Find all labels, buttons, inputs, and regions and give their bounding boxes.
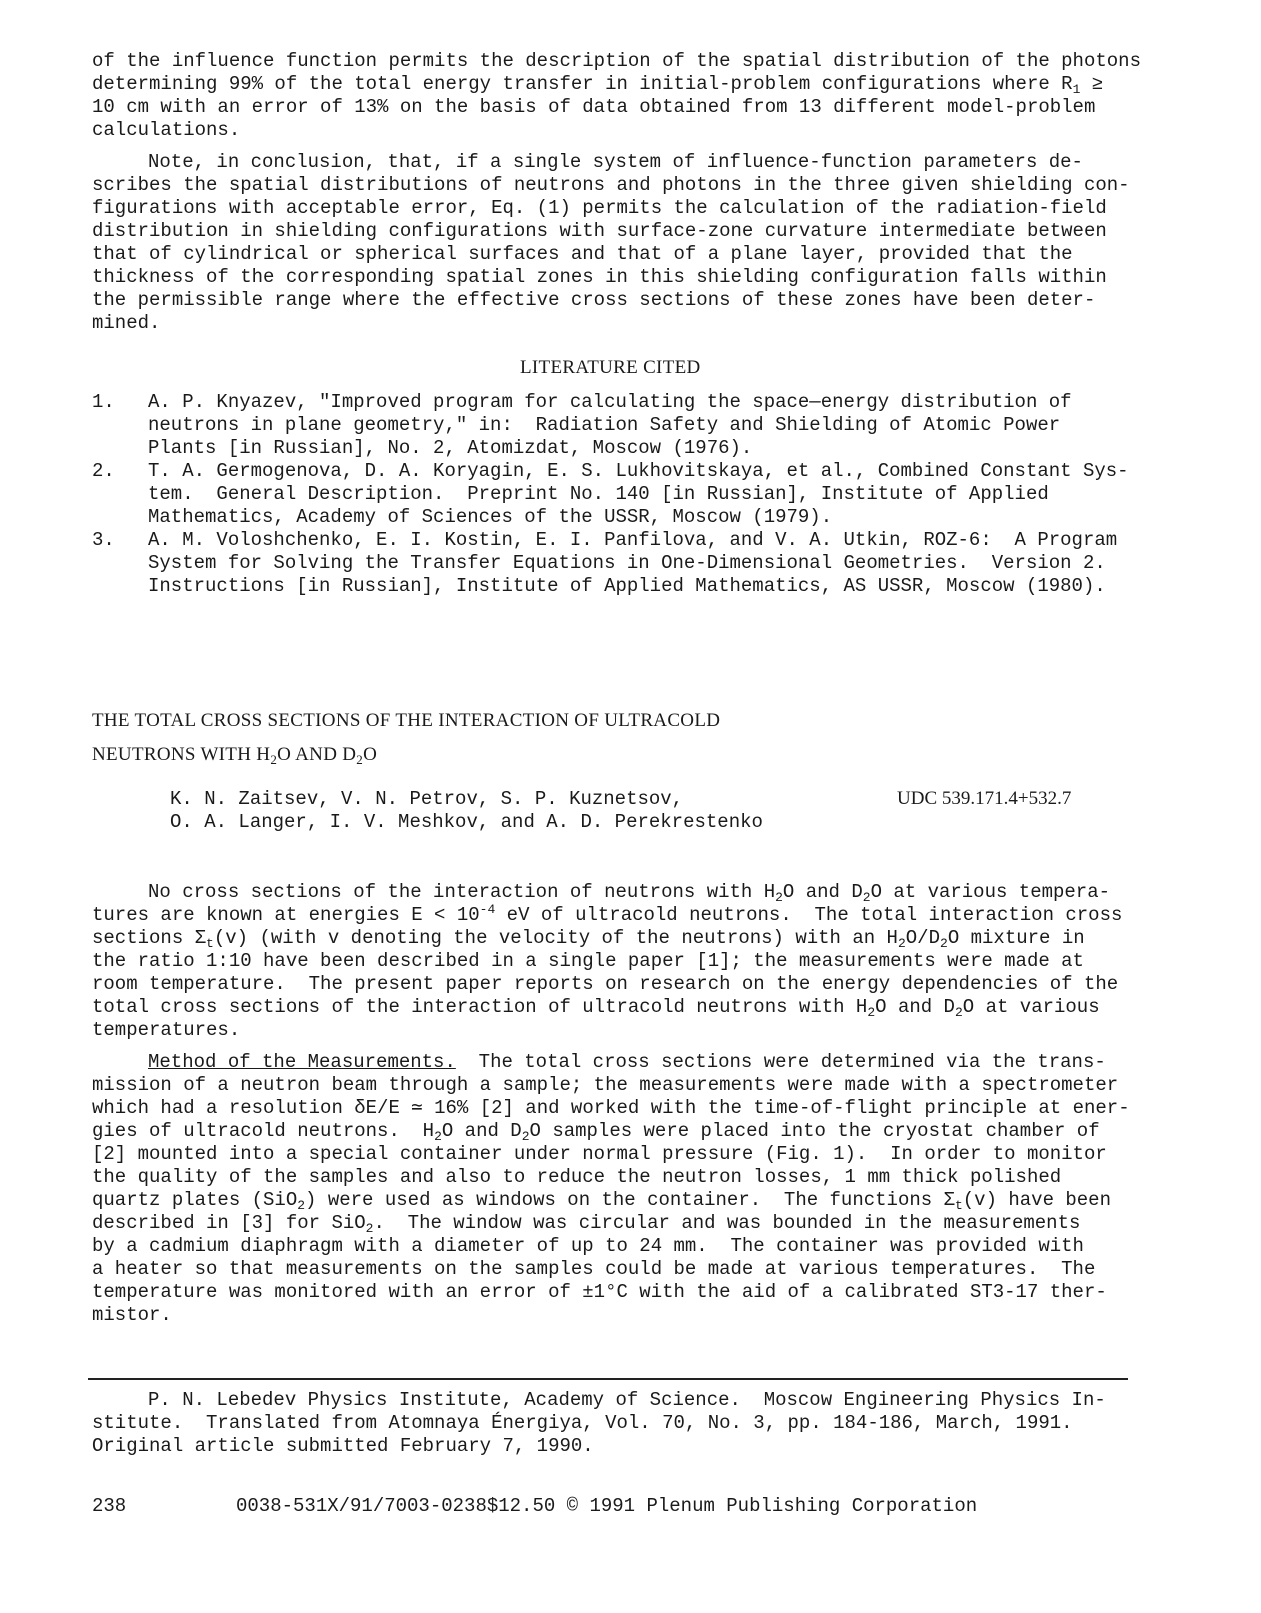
text-line: mistor. — [92, 1304, 172, 1326]
udc-code: UDC 539.171.4+532.7 — [897, 788, 1072, 809]
article-title-line: NEUTRONS WITH $H_2O$ AND $D_2O$ — [92, 744, 378, 767]
text-line: the quality of the samples and also to reduce the neutron losses, 1 mm thick polished — [92, 1166, 1062, 1188]
text-line: of the influence function permits the description of the spatial distribution of the photons — [92, 50, 1141, 72]
text-line: the permissible range where the effective cross sections of these zones have been deter- — [92, 289, 1096, 311]
literature-cited-heading: LITERATURE CITED — [520, 357, 701, 378]
text-line: calculations. — [92, 119, 241, 141]
text-line: Method of the Measurements. The total cross sections were determined via the trans- — [148, 1051, 1106, 1073]
paragraph-method — [92, 1051, 1132, 1327]
authors-line: K. N. Zaitsev, V. N. Petrov, S. P. Kuznetsov, — [170, 788, 684, 810]
text-line: sections $\Sigma_t(v)$ (with v denoting the velocity of the neutrons) with an $H_2O/D_2O$ mixture in — [92, 927, 1085, 951]
footnote-divider — [88, 1378, 1128, 1380]
copyright-line: 0038-531X/91/7003-0238$12.50 © 1991 Plenum Publishing Corporation — [236, 1495, 978, 1517]
reference-line: Mathematics, Academy of Sciences of the USSR, Moscow (1979). — [148, 506, 833, 528]
text-line: described in [3] for SiO$_2$. The window was circular and was bounded in the measurements — [92, 1212, 1081, 1236]
text-line: gies of ultracold neutrons. $H_2O$ and $D_2O$ samples were placed into the cryostat chamber of — [92, 1120, 1100, 1144]
paragraph-introduction — [92, 881, 1132, 1042]
footnote-line: P. N. Lebedev Physics Institute, Academy of Science. Moscow Engineering Physics In- — [148, 1389, 1106, 1411]
text-line: total cross sections of the interaction of ultracold neutrons with $H_2O$ and $D_2O$ at various — [92, 996, 1100, 1020]
reference-number: 2. — [92, 460, 115, 482]
text-line: temperature was monitored with an error of ±1°C with the aid of a calibrated ST3-17 ther- — [92, 1281, 1107, 1303]
reference-number: 1. — [92, 391, 115, 413]
text-line: scribes the spatial distributions of neutrons and photons in the three given shielding con- — [92, 174, 1130, 196]
reference-line: neutrons in plane geometry," in: Radiation Safety and Shielding of Atomic Power — [148, 414, 1061, 436]
text-line: distribution in shielding configurations with surface-zone curvature intermediate between — [92, 220, 1107, 242]
text-line: by a cadmium diaphragm with a diameter of up to 24 mm. The container was provided with — [92, 1235, 1084, 1257]
text-line: Note, in conclusion, that, if a single system of influence-function parameters de- — [148, 151, 1083, 173]
text-line: a heater so that measurements on the samples could be made at various temperatures. The — [92, 1258, 1096, 1280]
text-line: determining 99% of the total energy transfer in initial-problem configurations where $R_1$ ≥ — [92, 73, 1104, 97]
text-line: room temperature. The present paper reports on research on the energy dependencies of the — [92, 973, 1119, 995]
reference-line: A. P. Knyazev, "Improved program for calculating the space—energy distribution of — [148, 391, 1072, 413]
footnote — [92, 1389, 1132, 1458]
article-title-line: THE TOTAL CROSS SECTIONS OF THE INTERACTION OF ULTRACOLD — [92, 710, 721, 731]
text-line: quartz plates (SiO$_2$) were used as windows on the container. The functions $\Sigma_t(v)$ have been — [92, 1189, 1111, 1213]
page-number: 238 — [92, 1495, 127, 1517]
text-line: [2] mounted into a special container under normal pressure (Fig. 1). In order to monitor — [92, 1143, 1107, 1165]
text-line: mined. — [92, 312, 161, 334]
text-line: temperatures. — [92, 1019, 241, 1041]
paragraph-influence-function — [92, 50, 1141, 142]
reference-number: 3. — [92, 529, 115, 551]
authors-line: O. A. Langer, I. V. Meshkov, and A. D. Perekrestenko — [170, 811, 763, 833]
method-heading: Method of the Measurements. — [148, 1051, 456, 1073]
text-line: that of cylindrical or spherical surfaces and that of a plane layer, provided that the — [92, 243, 1073, 265]
text-line: 10 cm with an error of 13% on the basis of data obtained from 13 different model-problem — [92, 96, 1096, 118]
footnote-line: Original article submitted February 7, 1990. — [92, 1435, 594, 1457]
text-line: mission of a neutron beam through a sample; the measurements were made with a spectrometer — [92, 1074, 1119, 1096]
reference-line: A. M. Voloshchenko, E. I. Kostin, E. I. Panfilova, and V. A. Utkin, ROZ-6: A Program — [148, 529, 1118, 551]
reference-line: Plants [in Russian], No. 2, Atomizdat, Moscow (1976). — [148, 437, 753, 459]
text-line: which had a resolution δE/E ≃ 16% [2] and worked with the time-of-flight principle at ener- — [92, 1097, 1130, 1119]
text-line: the ratio 1:10 have been described in a single paper [1]; the measurements were made at — [92, 950, 1084, 972]
text-line: tures are known at energies $E < 10^{-4}$ eV of ultracold neutrons. The total interaction cross — [92, 902, 1123, 926]
text-line: figurations with acceptable error, Eq. (1) permits the calculation of the radiation-field — [92, 197, 1107, 219]
reference-line: Instructions [in Russian], Institute of Applied Mathematics, AS USSR, Moscow (1980). — [148, 575, 1106, 597]
footnote-line: stitute. Translated from Atomnaya Énergiya, Vol. 70, No. 3, pp. 184-186, March, 1991. — [92, 1412, 1073, 1434]
text-line: thickness of the corresponding spatial zones in this shielding configuration falls within — [92, 266, 1107, 288]
reference-line: tem. General Description. Preprint No. 140 [in Russian], Institute of Applied — [148, 483, 1049, 505]
article-authors — [170, 788, 763, 834]
paragraph-conclusion — [92, 151, 1132, 335]
text-line: No cross sections of the interaction of neutrons with $H_2O$ and $D_2O$ at various tempera- — [148, 881, 1111, 905]
reference-line: System for Solving the Transfer Equations in One-Dimensional Geometries. Version 2. — [148, 552, 1106, 574]
reference-line: T. A. Germogenova, D. A. Koryagin, E. S. Lukhovitskaya, et al., Combined Constant Sys- — [148, 460, 1129, 482]
